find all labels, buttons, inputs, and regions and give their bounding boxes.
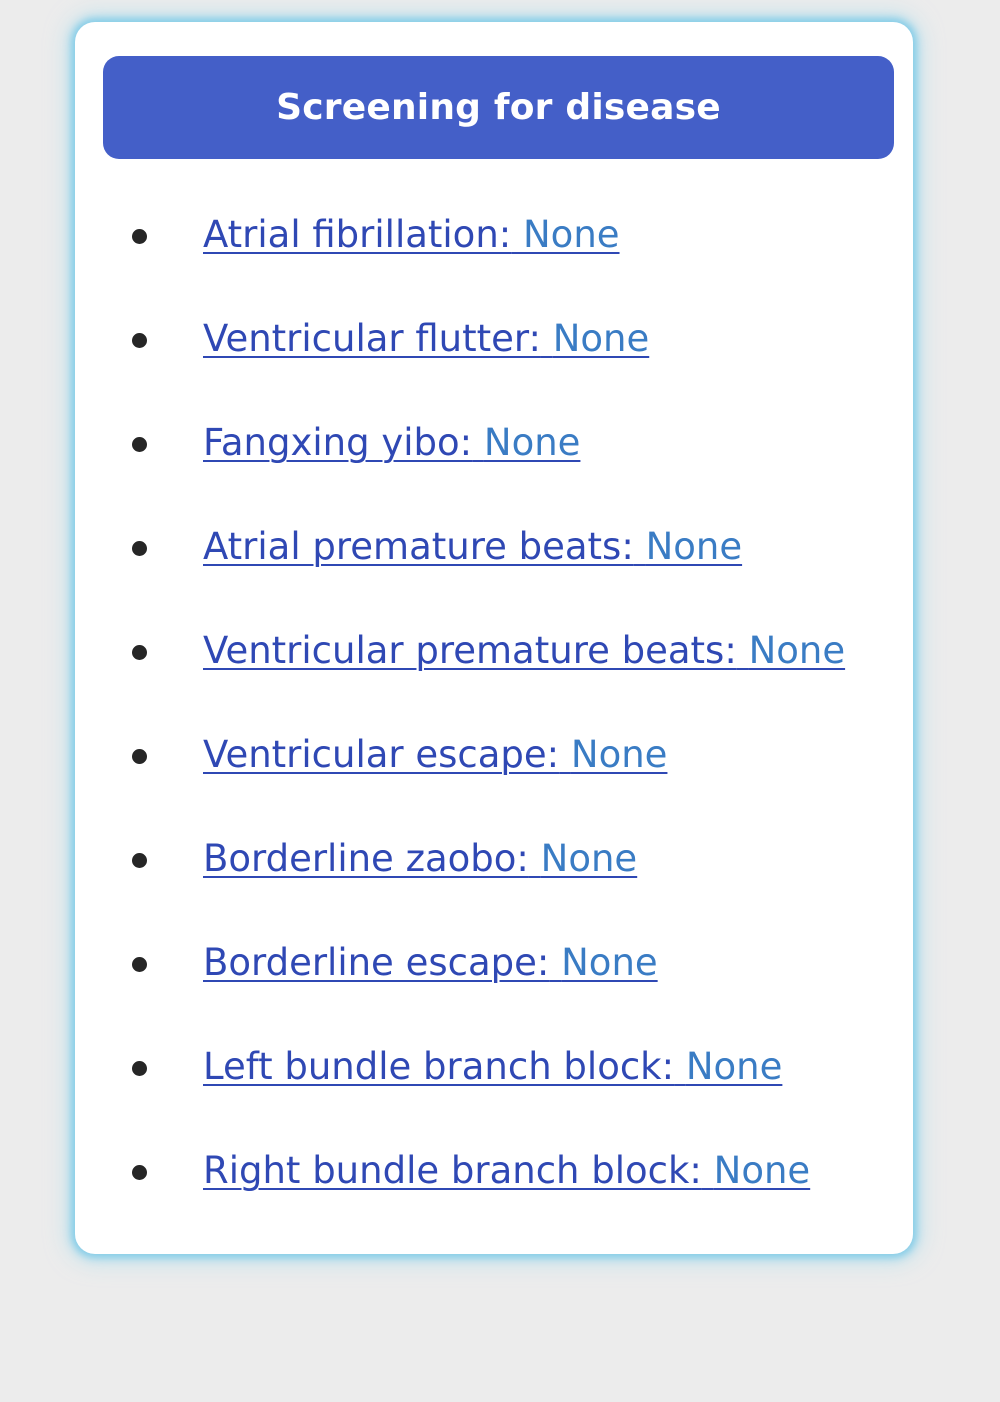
disease-label: Ventricular premature beats: xyxy=(203,629,737,672)
list-item xyxy=(75,185,913,289)
disease-link-atrial-fibrillation[interactable] xyxy=(203,211,620,259)
bullet-icon xyxy=(132,957,147,972)
list-item xyxy=(75,289,913,393)
card-header xyxy=(103,56,894,159)
disease-value: None xyxy=(748,629,846,672)
disease-value: None xyxy=(561,941,658,984)
disease-link-borderline-zaobo[interactable] xyxy=(203,835,637,883)
list-item xyxy=(75,1121,913,1225)
bullet-icon xyxy=(132,333,147,348)
disease-label: Borderline escape: xyxy=(203,941,550,984)
disease-link-left-bundle-branch-block[interactable] xyxy=(203,1043,782,1091)
bullet-icon xyxy=(132,749,147,764)
disease-label: Left bundle branch block: xyxy=(203,1045,675,1088)
list-item xyxy=(75,601,913,705)
disease-label: Right bundle branch block: xyxy=(203,1149,702,1192)
disease-link-atrial-premature-beats[interactable] xyxy=(203,523,742,571)
disease-value: None xyxy=(523,213,620,256)
bullet-icon xyxy=(132,1061,147,1076)
list-item xyxy=(75,705,913,809)
bullet-icon xyxy=(132,645,147,660)
disease-value: None xyxy=(552,317,650,360)
disease-label: Fangxing yibo: xyxy=(203,421,473,464)
card-title: Screening for disease xyxy=(276,87,721,128)
disease-value: None xyxy=(713,1149,811,1192)
disease-label: Atrial premature beats: xyxy=(203,525,634,568)
disease-link-ventricular-premature-beats[interactable] xyxy=(203,627,845,675)
disease-link-fangxing-yibo[interactable] xyxy=(203,419,580,467)
disease-value: None xyxy=(483,421,581,464)
disease-value: None xyxy=(645,525,743,568)
disease-label: Ventricular flutter: xyxy=(203,317,541,360)
disease-link-ventricular-escape[interactable] xyxy=(203,731,667,779)
bullet-icon xyxy=(132,1165,147,1180)
bullet-icon xyxy=(132,541,147,556)
bullet-icon xyxy=(132,853,147,868)
disease-label: Atrial fibrillation: xyxy=(203,213,512,256)
disease-value: None xyxy=(570,733,668,776)
disease-list xyxy=(75,185,913,1225)
list-item xyxy=(75,913,913,1017)
disease-link-right-bundle-branch-block[interactable] xyxy=(203,1147,810,1195)
disease-label: Borderline zaobo: xyxy=(203,837,529,880)
list-item xyxy=(75,809,913,913)
disease-label: Ventricular escape: xyxy=(203,733,560,776)
list-item xyxy=(75,1017,913,1121)
list-item xyxy=(75,393,913,497)
disease-value: None xyxy=(540,837,638,880)
disease-link-borderline-escape[interactable] xyxy=(203,939,658,987)
disease-value: None xyxy=(685,1045,783,1088)
bullet-icon xyxy=(132,437,147,452)
list-item xyxy=(75,497,913,601)
bullet-icon xyxy=(132,229,147,244)
screening-card xyxy=(75,22,913,1254)
disease-link-ventricular-flutter[interactable] xyxy=(203,315,649,363)
